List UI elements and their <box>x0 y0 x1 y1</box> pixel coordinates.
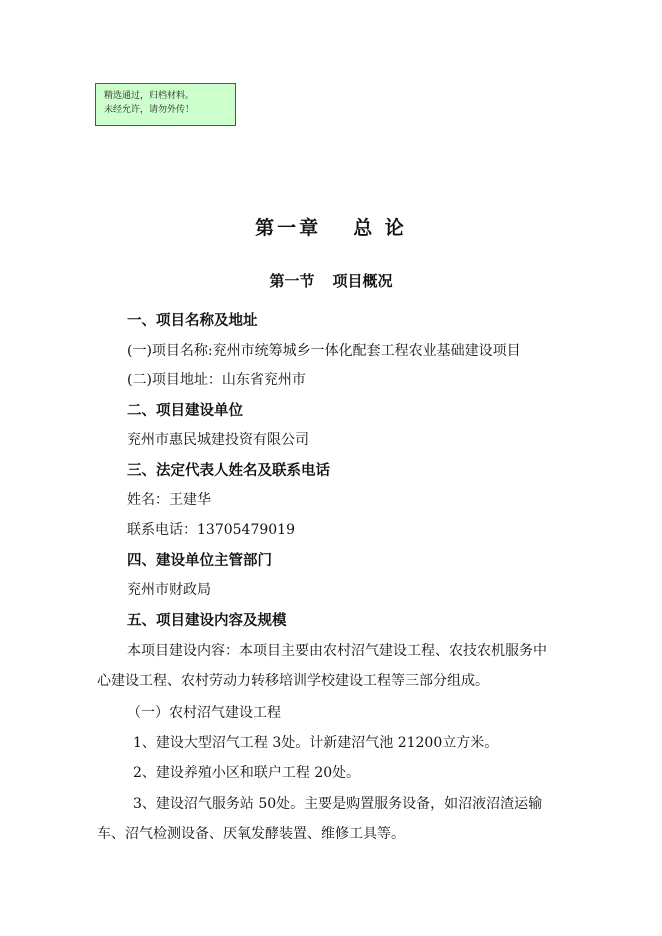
subheading-biogas-project: （一）农村沼气建设工程 <box>127 705 281 721</box>
construction-unit: 兖州市惠民城建投资有限公司 <box>127 432 309 448</box>
heading-legal-representative: 三、法定代表人姓名及联系电话 <box>127 463 330 479</box>
representative-phone: 联系电话：13705479019 <box>127 522 295 538</box>
supervising-department: 兖州市财政局 <box>127 582 211 598</box>
heading-project-name-address: 一、项目名称及地址 <box>127 313 258 329</box>
list-item-3-line-1: 3、建设沼气服务站 50处。主要是购置服务设备，如沼液沼渣运输 <box>133 796 543 812</box>
list-item-3-line-2: 车、沼气检测设备、厌氧发酵装置、维修工具等。 <box>97 826 405 842</box>
intro-paragraph-line-2: 心建设工程、农村劳动力转移培训学校建设工程等三部分组成。 <box>97 673 489 689</box>
heading-construction-content: 五、项目建设内容及规模 <box>127 613 287 629</box>
notice-line-1: 精选通过，归档材料。 <box>104 91 195 101</box>
representative-name: 姓名：王建华 <box>127 492 211 508</box>
notice-line-2: 未经允许，请勿外传！ <box>104 105 195 115</box>
heading-construction-unit: 二、项目建设单位 <box>127 403 243 419</box>
list-item-2: 2、建设养殖小区和联户工程 20处。 <box>133 765 361 781</box>
chapter-title: 总 论 <box>353 217 407 239</box>
section-title: 项目概况 <box>332 272 393 290</box>
section-heading <box>0 270 662 291</box>
chapter-number: 第一章 <box>255 217 322 239</box>
project-name: (一)项目名称:兖州市统筹城乡一体化配套工程农业基础建设项目 <box>127 343 521 359</box>
project-address: (二)项目地址：山东省兖州市 <box>127 372 306 388</box>
chapter-heading <box>0 213 662 240</box>
section-number: 第一节 <box>269 272 315 290</box>
list-item-1: 1、建设大型沼气工程 3处。计新建沼气池 21200立方米。 <box>133 735 499 751</box>
confidential-notice-box <box>95 83 236 126</box>
intro-paragraph-line-1: 本项目建设内容：本项目主要由农村沼气建设工程、农技农机服务中 <box>127 643 547 659</box>
heading-supervising-department: 四、建设单位主管部门 <box>127 553 272 569</box>
